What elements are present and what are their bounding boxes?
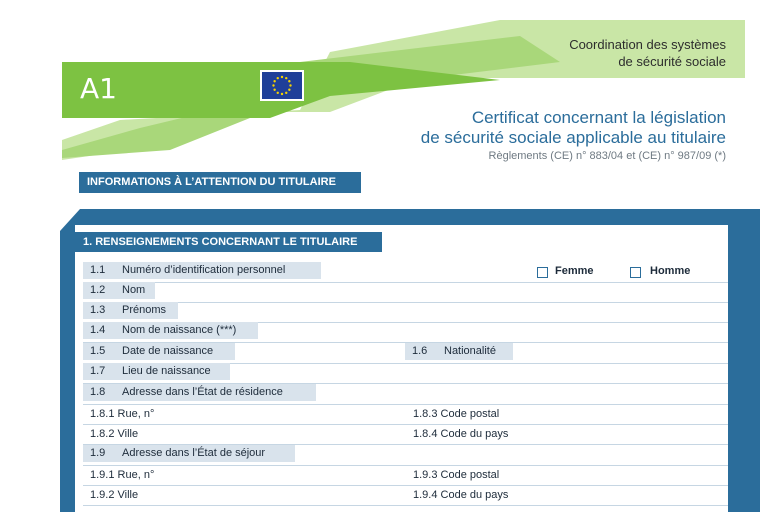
field-number: 1.5 [90, 345, 106, 357]
field-number: 1.9 [90, 447, 106, 459]
field-number: 1.9.3 [413, 469, 438, 481]
field-number: 1.6 [412, 345, 428, 357]
eu-star [273, 80, 275, 82]
female-label: Femme [555, 265, 594, 277]
field-label: Adresse dans l’État de résidence [122, 386, 283, 398]
agency-name [569, 36, 726, 70]
eu-star [281, 76, 283, 78]
field-row-1-5[interactable] [83, 343, 728, 364]
field-row-1-8 [83, 384, 728, 405]
field-row-1-1[interactable] [83, 262, 728, 283]
field-number: 1.8.3 [413, 408, 438, 420]
title-line-1: Certificat concernant la législation [471, 108, 726, 127]
field-number: 1.9.4 [413, 489, 438, 501]
field-label: Code postal [440, 469, 500, 481]
field-number: 1.9.1 [90, 469, 115, 481]
field-row-1-8-2[interactable] [83, 424, 728, 445]
eu-flag-icon [260, 70, 304, 101]
field-row-1-3[interactable] [83, 302, 728, 323]
agency-line-2: de sécurité sociale [618, 54, 726, 69]
field-label: Nom [122, 284, 146, 296]
field-number: 1.2 [90, 284, 106, 296]
field-row-1-9 [83, 445, 728, 466]
field-row-1-2[interactable] [83, 282, 728, 303]
field-label: Code postal [440, 408, 500, 420]
field-number: 1.9.2 [90, 489, 115, 501]
eu-star [285, 92, 287, 94]
field-row-1-9-2[interactable] [83, 485, 728, 506]
field-number: 1.8 [90, 386, 106, 398]
agency-line-1: Coordination des systèmes [569, 37, 726, 52]
field-label: Rue, n° [117, 469, 155, 481]
field-row-1-7[interactable] [83, 363, 728, 384]
eu-star [288, 80, 290, 82]
eu-star [272, 84, 274, 86]
regulations-reference: Règlements (CE) n° 883/04 et (CE) n° 987/09 (*) [488, 150, 726, 162]
field-label: Code du pays [440, 489, 509, 501]
field-number: 1.4 [90, 324, 106, 336]
eu-star [277, 92, 279, 94]
field-row-1-4[interactable] [83, 322, 728, 343]
field-number: 1.8.4 [413, 428, 438, 440]
field-label: Lieu de naissance [122, 365, 211, 377]
field-number: 1.1 [90, 264, 106, 276]
field-label: Numéro d’identification personnel [122, 264, 286, 276]
field-number: 1.3 [90, 304, 106, 316]
field-row-1-9-1[interactable] [83, 465, 728, 486]
form-code: A1 [80, 72, 117, 105]
eu-star [289, 84, 291, 86]
document-title [421, 108, 726, 148]
field-number: 1.8.1 [90, 408, 115, 420]
field-label: Adresse dans l’État de séjour [122, 447, 266, 459]
section-1-heading: 1. RENSEIGNEMENTS CONCERNANT LE TITULAIRE [75, 232, 382, 252]
notice-band: INFORMATIONS À L’ATTENTION DU TITULAIRE [79, 172, 361, 193]
field-label: Ville [117, 428, 139, 440]
title-line-2: de sécurité sociale applicable au titulaire [420, 128, 726, 147]
field-number: 1.7 [90, 365, 106, 377]
eu-star [281, 93, 283, 95]
eu-star [288, 89, 290, 91]
field-label: Nationalité [444, 345, 496, 357]
male-label: Homme [650, 265, 691, 277]
field-label: Prénoms [122, 304, 167, 316]
eu-star [285, 77, 287, 79]
eu-star [273, 89, 275, 91]
field-label: Date de naissance [122, 345, 214, 357]
field-label: Ville [117, 489, 139, 501]
field-label: Nom de naissance (***) [122, 324, 237, 336]
field-number: 1.8.2 [90, 428, 115, 440]
field-label: Code du pays [440, 428, 509, 440]
field-row-1-8-1[interactable] [83, 404, 728, 425]
field-label: Rue, n° [117, 408, 155, 420]
eu-star [277, 77, 279, 79]
